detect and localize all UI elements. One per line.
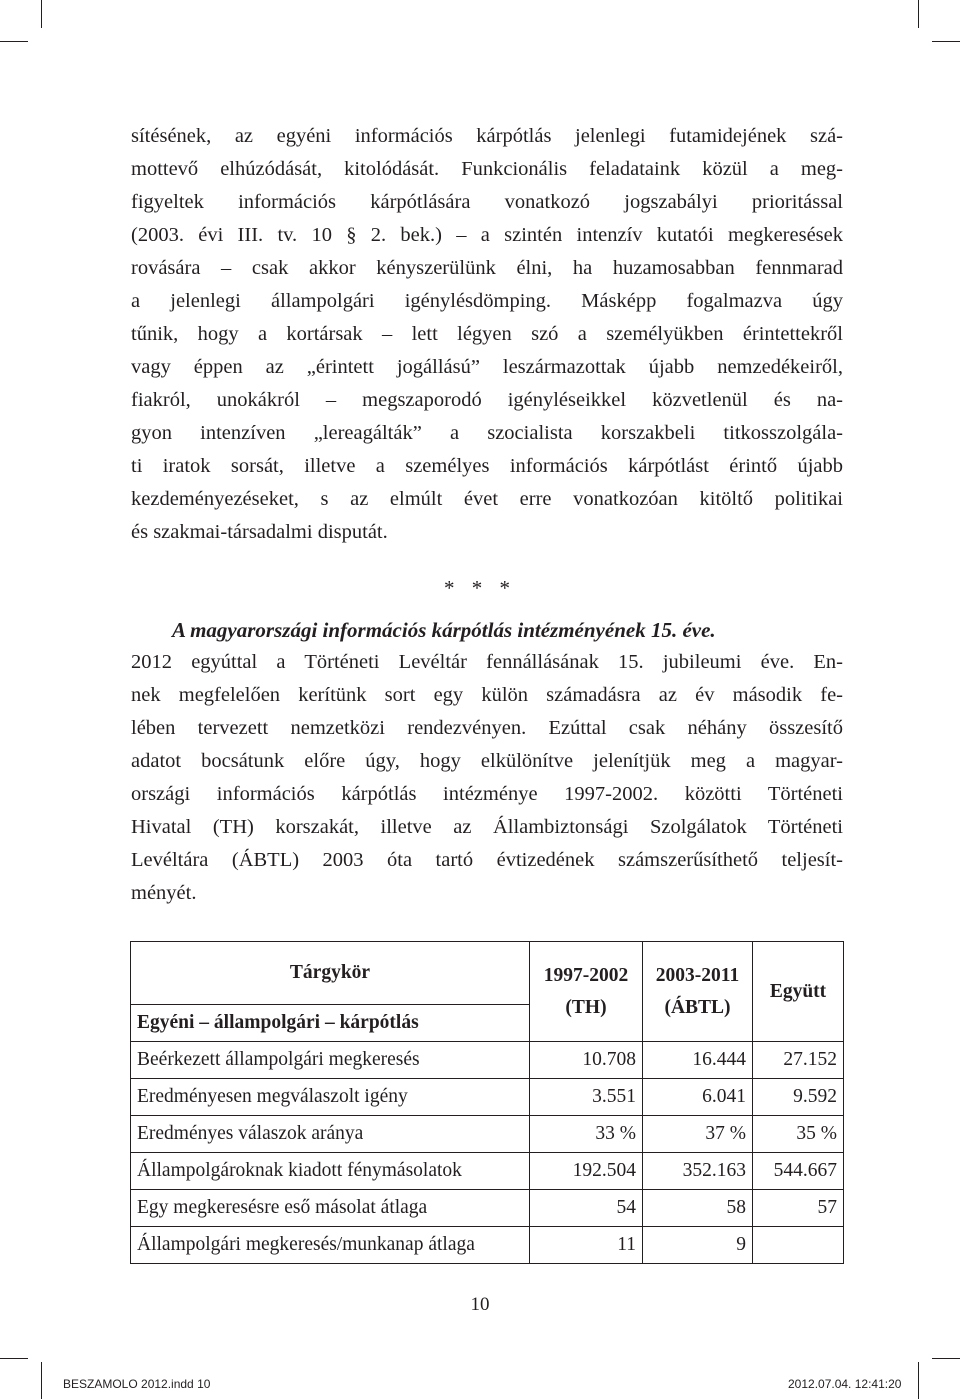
header-col-th-years: 1997-2002 <box>543 964 629 986</box>
header-col-total: Együtt <box>753 942 844 1042</box>
body-line: rovására – csak akkor kényszerülünk élni, ha huzamosabban fennmarad <box>131 257 843 279</box>
section-line: Levéltára (ÁBTL) 2003 óta tartó évtizedének számszerűsíthető teljesít- <box>131 849 843 871</box>
section-title: A magyarországi információs kárpótlás intézményének 15. éve. <box>172 618 716 642</box>
cell-th: 3.551 <box>530 1079 643 1116</box>
row-label: Állampolgári megkeresés/munkanap átlaga <box>131 1227 530 1264</box>
section-line: Hivatal (TH) korszakát, illetve az Állambiztonsági Szolgálatok Történeti <box>131 816 843 838</box>
body-line: sítésének, az egyéni információs kárpótlás jelenlegi futamidejének szá- <box>131 125 843 147</box>
section-separator: * * * <box>444 576 516 600</box>
header-topic: Tárgykör <box>131 942 530 1005</box>
body-line: fiakról, unokákról – megszaporodó igényléseikkel közvetlenül és na- <box>131 389 843 411</box>
cell-total: 35 % <box>753 1116 844 1153</box>
cell-total <box>753 1227 844 1264</box>
cell-total: 544.667 <box>753 1153 844 1190</box>
header-col-abtl-years: 2003-2011 <box>655 964 740 986</box>
group-label: Egyéni – állampolgári – kárpótlás <box>131 1005 530 1042</box>
row-label: Állampolgároknak kiadott fénymásolatok <box>131 1153 530 1190</box>
row-label: Beérkezett állampolgári megkeresés <box>131 1042 530 1079</box>
cell-abtl: 352.163 <box>643 1153 753 1190</box>
body-line: gyon intenzíven „lereagálták” a szocialista korszakbeli titkosszolgála- <box>131 422 843 444</box>
section-line: lében tervezett nemzetközi rendezvényen. Ezúttal csak néhány összesítő <box>131 717 843 739</box>
body-line: mottevő elhúzódását, kitolódását. Funkcionális feladataink közül a meg- <box>131 158 843 180</box>
body-line: figyeltek információs kárpótlására vonatkozó jogszabályi prioritással <box>131 191 843 213</box>
crop-mark-top-left <box>41 0 42 28</box>
footer-file-name: BESZAMOLO 2012.indd 10 <box>63 1377 211 1391</box>
header-col-th-abbr: (TH) <box>565 996 607 1018</box>
section-line: nek megfelelően kerítünk sort egy külön számadásra az év második fe- <box>131 684 843 706</box>
page-number: 10 <box>470 1294 490 1315</box>
cell-abtl: 9 <box>643 1227 753 1264</box>
crop-mark-bottom-left-h <box>0 1358 28 1359</box>
section-line: 2012 egyúttal a Történeti Levéltár fennállásának 15. jubileumi éve. En- <box>131 651 843 673</box>
crop-mark-bottom-left <box>41 1362 42 1399</box>
table-row <box>131 1116 844 1153</box>
row-label: Eredményes válaszok aránya <box>131 1116 530 1153</box>
header-col-abtl-abbr: (ÁBTL) <box>664 996 731 1018</box>
section-line: adatot bocsátunk előre úgy, hogy elkülönítve jelenítjük meg a magyar- <box>131 750 843 772</box>
row-label: Eredményesen megválaszolt igény <box>131 1079 530 1116</box>
table-row <box>131 1190 844 1227</box>
cell-th: 10.708 <box>530 1042 643 1079</box>
crop-mark-top-right <box>918 0 919 28</box>
crop-mark-top-left-h <box>0 41 28 42</box>
statistics-table <box>130 941 844 1264</box>
crop-mark-bottom-right-h <box>932 1358 960 1359</box>
crop-mark-top-right-h <box>932 41 960 42</box>
cell-abtl: 37 % <box>643 1116 753 1153</box>
cell-total: 9.592 <box>753 1079 844 1116</box>
section-line: országi információs kárpótlás intézménye 1997-2002. közötti Történeti <box>131 783 843 805</box>
body-line: (2003. évi III. tv. 10 § 2. bek.) – a szintén intenzív kutatói megkeresések <box>131 224 843 246</box>
crop-mark-bottom-right <box>918 1362 919 1399</box>
footer-timestamp: 2012.07.04. 12:41:20 <box>788 1377 902 1391</box>
row-label: Egy megkeresésre eső másolat átlaga <box>131 1190 530 1227</box>
body-line: kezdeményezéseket, s az elmúlt évet erre vonatkozóan kitöltő politikai <box>131 488 843 510</box>
body-line: ti iratok sorsát, illetve a személyes információs kárpótlást érintő újabb <box>131 455 843 477</box>
header-col-th <box>530 942 643 1042</box>
cell-abtl: 6.041 <box>643 1079 753 1116</box>
body-line: a jelenlegi állampolgári igénylésdömping. Másképp fogalmazva úgy <box>131 290 843 312</box>
cell-abtl: 58 <box>643 1190 753 1227</box>
table-row <box>131 1079 844 1116</box>
body-line: vagy éppen az „érintett jogállású” leszármazottak újabb nemzedékeiről, <box>131 356 843 378</box>
table-row <box>131 1042 844 1079</box>
table-row <box>131 1227 844 1264</box>
cell-th: 11 <box>530 1227 643 1264</box>
cell-total: 27.152 <box>753 1042 844 1079</box>
cell-total: 57 <box>753 1190 844 1227</box>
cell-th: 192.504 <box>530 1153 643 1190</box>
table-header-row <box>131 942 844 1005</box>
section-line: ményét. <box>131 882 197 904</box>
cell-th: 33 % <box>530 1116 643 1153</box>
cell-abtl: 16.444 <box>643 1042 753 1079</box>
body-line: tűnik, hogy a kortársak – lett légyen szó a személyükben érintettekről <box>131 323 843 345</box>
cell-th: 54 <box>530 1190 643 1227</box>
table-row <box>131 1153 844 1190</box>
body-line: és szakmai-társadalmi disputát. <box>131 521 388 543</box>
header-col-abtl <box>643 942 753 1042</box>
